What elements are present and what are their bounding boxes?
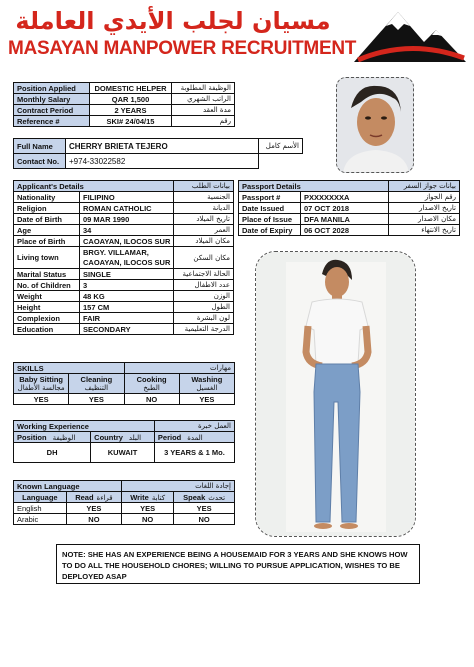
language-header <box>66 492 121 503</box>
contact-label: Contact No. <box>14 154 66 169</box>
work-header <box>14 432 91 443</box>
language-header-arabic: كتابة <box>151 493 166 502</box>
skills-title: SKILLS <box>14 363 125 374</box>
row-arabic: الجنسية <box>174 192 234 203</box>
language-speak: YES <box>174 503 235 514</box>
full-name-label: Full Name <box>14 139 66 154</box>
passport-row <box>239 214 460 225</box>
position-row <box>14 94 235 105</box>
row-arabic: مدة العقد <box>172 105 235 116</box>
row-value: DFA MANILA <box>301 214 389 225</box>
header-title: MASAYAN MANPOWER RECRUITMENT <box>8 38 357 59</box>
row-label: Weight <box>14 291 80 302</box>
applicant-title-arabic: بيانات الطلب <box>174 181 234 192</box>
row-value: FAIR <box>80 313 174 324</box>
applicant-row <box>14 291 234 302</box>
row-arabic: لون البشرة <box>174 313 234 324</box>
full-name-arabic: الأسم كامل <box>259 139 303 154</box>
row-label: Living town <box>14 247 80 269</box>
mountain-logo <box>354 8 466 62</box>
passport-title: Passport Details <box>239 181 389 192</box>
language-row <box>14 514 235 525</box>
applicant-row <box>14 302 234 313</box>
language-header-label: Speak <box>183 492 206 502</box>
row-arabic: رقم <box>172 116 235 127</box>
skill-label-arabic: مجالسة الأطفال <box>17 383 65 392</box>
work-header-arabic: المدة <box>187 433 203 442</box>
applicant-title: Applicant's Details <box>14 181 174 192</box>
row-label: Complexion <box>14 313 80 324</box>
applicant-row <box>14 324 234 335</box>
row-value: 157 CM <box>80 302 174 313</box>
language-read: NO <box>66 514 121 525</box>
row-arabic: تاريخ الاصدار <box>389 203 460 214</box>
work-header-arabic: الوظيفة <box>52 433 76 442</box>
work-header <box>154 432 234 443</box>
position-row <box>14 83 235 94</box>
work-header-label: Position <box>17 432 47 442</box>
row-value: BRGY. VILLAMAR, CAOAYAN, ILOCOS SUR <box>80 247 174 269</box>
row-value: SECONDARY <box>80 324 174 335</box>
row-arabic: الوزن <box>174 291 234 302</box>
row-value: 06 OCT 2028 <box>301 225 389 236</box>
work-header-label: Country <box>94 432 123 442</box>
row-arabic: رقم الجواز <box>389 192 460 203</box>
applicant-row <box>14 203 234 214</box>
full-body-photo <box>255 251 416 537</box>
language-name: Arabic <box>14 514 67 525</box>
row-label: Place of Issue <box>239 214 301 225</box>
header-arabic-title: مسيان لجلب الأيدي العاملة <box>15 7 331 35</box>
work-period: 3 YEARS & 1 Mo. <box>154 443 234 463</box>
language-header-label: Read <box>75 492 94 502</box>
row-value: 3 <box>80 280 174 291</box>
passport-table <box>238 180 460 236</box>
work-country: KUWAIT <box>91 443 155 463</box>
face-photo <box>336 77 414 173</box>
skills-table <box>13 362 235 405</box>
name-table <box>13 138 303 169</box>
language-name: English <box>14 503 67 514</box>
note-text: NOTE: SHE HAS AN EXPERIENCE BEING A HOUSEMAID FOR 3 YEARS AND SHE KNOWS HOW TO DO ALL THE HOUSEHOLD CHORES; WILLING TO PURSUE APPLICATION, WISHES TO BE DEPLOYED ASAP <box>62 550 408 581</box>
full-name-value: CHERRY BRIETA TEJERO <box>66 139 259 154</box>
row-label: Date of Expiry <box>239 225 301 236</box>
applicant-row <box>14 236 234 247</box>
skill-label-arabic: الغسيل <box>196 383 218 392</box>
skill-label: Washing <box>191 374 223 384</box>
work-title: Working Experience <box>14 421 155 432</box>
full-body-image <box>256 252 416 537</box>
row-arabic: الدرجة التعليمية <box>174 324 234 335</box>
applicant-row <box>14 269 234 280</box>
row-label: No. of Children <box>14 280 80 291</box>
skill-name <box>179 374 234 394</box>
row-label: Reference # <box>14 116 90 127</box>
row-arabic: العمر <box>174 225 234 236</box>
row-label: Date Issued <box>239 203 301 214</box>
language-header <box>122 492 174 503</box>
language-header-arabic: قراءة <box>96 493 113 502</box>
row-arabic: عدد الاطفال <box>174 280 234 291</box>
passport-row <box>239 225 460 236</box>
skill-value: YES <box>179 394 234 405</box>
skill-label: Cleaning <box>80 374 113 384</box>
row-label: Place of Birth <box>14 236 80 247</box>
passport-title-arabic: بيانات جواز السفر <box>389 181 460 192</box>
position-row <box>14 105 235 116</box>
row-label: Date of Birth <box>14 214 80 225</box>
applicant-table <box>13 180 234 335</box>
row-label: Nationality <box>14 192 80 203</box>
row-value: 09 MAR 1990 <box>80 214 174 225</box>
skill-label: Baby Sitting <box>19 374 63 384</box>
row-value: SINGLE <box>80 269 174 280</box>
work-row <box>14 443 235 463</box>
language-read: YES <box>66 503 121 514</box>
row-arabic: مكان الاصدار <box>389 214 460 225</box>
skill-value: NO <box>124 394 179 405</box>
note-box <box>56 544 420 584</box>
row-label: Age <box>14 225 80 236</box>
skill-name <box>124 374 179 394</box>
row-label: Education <box>14 324 80 335</box>
row-label: Height <box>14 302 80 313</box>
applicant-row <box>14 313 234 324</box>
passport-row <box>239 192 460 203</box>
position-table <box>13 82 235 127</box>
row-arabic: الحالة الاجتماعية <box>174 269 234 280</box>
row-value: PXXXXXXXA <box>301 192 389 203</box>
row-label: Position Applied <box>14 83 90 94</box>
language-title: Known Language <box>14 481 122 492</box>
language-header <box>174 492 235 503</box>
applicant-row <box>14 192 234 203</box>
work-table <box>13 420 235 463</box>
language-write: YES <box>122 503 174 514</box>
skill-name <box>69 374 124 394</box>
row-value: ROMAN CATHOLIC <box>80 203 174 214</box>
language-header-arabic: تحدث <box>208 493 226 502</box>
row-value: SKI# 24/04/15 <box>90 116 172 127</box>
row-label: Passport # <box>239 192 301 203</box>
row-value: 34 <box>80 225 174 236</box>
applicant-row <box>14 280 234 291</box>
passport-row <box>239 203 460 214</box>
applicant-row <box>14 247 234 269</box>
row-label: Religion <box>14 203 80 214</box>
work-position: DH <box>14 443 91 463</box>
row-arabic: الطول <box>174 302 234 313</box>
work-header <box>91 432 155 443</box>
skills-title-arabic: مهارات <box>124 363 235 374</box>
work-title-arabic: العمل خبرة <box>154 421 234 432</box>
row-arabic: الراتب الشهري <box>172 94 235 105</box>
applicant-row <box>14 225 234 236</box>
row-arabic: الديانة <box>174 203 234 214</box>
applicant-row <box>14 214 234 225</box>
row-label: Marital Status <box>14 269 80 280</box>
language-table <box>13 480 235 525</box>
row-arabic: الوظيفة المطلوبة <box>172 83 235 94</box>
row-arabic: مكان الميلاد <box>174 236 234 247</box>
work-header-arabic: البلد <box>128 433 142 442</box>
position-row <box>14 116 235 127</box>
row-value: DOMESTIC HELPER <box>90 83 172 94</box>
language-title-arabic: إجادة اللغات <box>122 481 235 492</box>
row-label: Monthly Salary <box>14 94 90 105</box>
skill-name <box>14 374 69 394</box>
row-label: Contract Period <box>14 105 90 116</box>
work-header-label: Period <box>157 432 182 442</box>
portrait-image <box>337 78 414 173</box>
contact-value: +974-33022582 <box>66 154 259 169</box>
row-value: 48 KG <box>80 291 174 302</box>
language-header-label: Write <box>130 492 149 502</box>
language-header <box>14 492 67 503</box>
row-arabic: تاريخ الميلاد <box>174 214 234 225</box>
row-value: 07 OCT 2018 <box>301 203 389 214</box>
language-header-label: Language <box>22 492 58 502</box>
skill-label-arabic: التنظيف <box>84 383 109 392</box>
language-write: NO <box>122 514 174 525</box>
language-row <box>14 503 235 514</box>
row-value: 2 YEARS <box>90 105 172 116</box>
skill-value: YES <box>14 394 69 405</box>
row-value: CAOAYAN, ILOCOS SUR <box>80 236 174 247</box>
skill-label: Cooking <box>136 374 167 384</box>
skill-value: YES <box>69 394 124 405</box>
skill-label-arabic: الطبخ <box>143 383 160 392</box>
row-value: QAR 1,500 <box>90 94 172 105</box>
row-arabic: تاريخ الانتهاء <box>389 225 460 236</box>
row-arabic: مكان السكن <box>174 247 234 269</box>
row-value: FILIPINO <box>80 192 174 203</box>
language-speak: NO <box>174 514 235 525</box>
